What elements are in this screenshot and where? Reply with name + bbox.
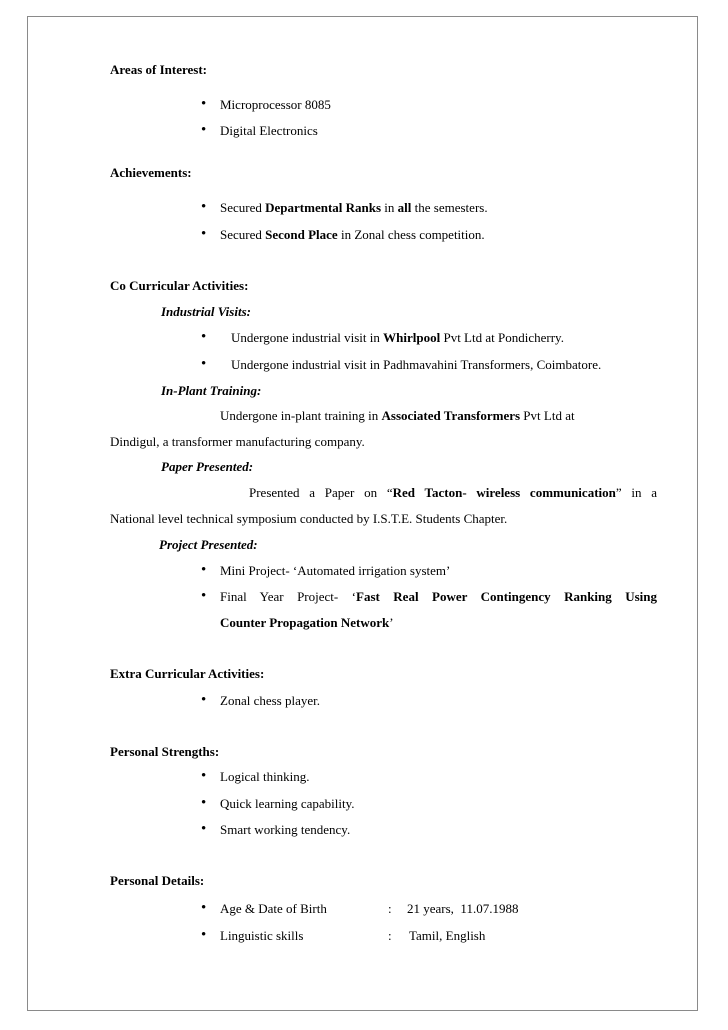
bullet-icon: •	[201, 588, 207, 604]
text: Undergone industrial visit in	[231, 330, 384, 345]
project-item-continued	[220, 615, 394, 631]
bullet-icon: •	[201, 199, 207, 215]
text: Pvt Ltd at	[520, 408, 575, 423]
text: ’	[389, 615, 394, 630]
bullet-icon: •	[201, 821, 207, 837]
industrial-visit-item	[231, 330, 564, 346]
personal-strengths-heading: Personal Strengths:	[110, 744, 220, 759]
bullet-icon: •	[201, 226, 207, 242]
achievement-item	[220, 227, 485, 243]
extra-curricular-heading: Extra Curricular Activities:	[110, 666, 265, 681]
interest-item: Microprocessor 8085	[220, 97, 331, 112]
bullet-icon: •	[201, 768, 207, 784]
text: ” in a	[615, 485, 657, 500]
in-plant-training-heading: In-Plant Training:	[161, 383, 262, 398]
emphasis: Associated Transformers	[381, 408, 521, 423]
emphasis: Whirlpool	[383, 330, 441, 345]
strength-item: Smart working tendency.	[220, 822, 351, 837]
detail-label: Age & Date of Birth	[220, 901, 327, 916]
extra-curricular-item: Zonal chess player.	[220, 693, 320, 708]
detail-value: Tamil, English	[409, 928, 486, 943]
bullet-icon: •	[201, 795, 207, 811]
co-curricular-heading: Co Curricular Activities:	[110, 278, 249, 293]
bullet-icon: •	[201, 562, 207, 578]
emphasis: Fast Real Power Contingency Ranking Using	[356, 589, 657, 604]
detail-separator: :	[388, 901, 392, 916]
paper-presented-line: National level technical symposium conducted by I.S.T.E. Students Chapter.	[110, 511, 508, 526]
text: Undergone in-plant training in	[220, 408, 382, 423]
achievements-heading: Achievements:	[110, 165, 192, 180]
paper-presented-line	[249, 485, 657, 501]
emphasis: Departmental Ranks	[265, 200, 382, 215]
in-plant-training-line	[220, 408, 575, 424]
emphasis: Red Tacton- wireless communication	[392, 485, 616, 500]
paper-presented-heading: Paper Presented:	[161, 459, 254, 474]
industrial-visit-item: Undergone industrial visit in Padhmavahini Transformers, Coimbatore.	[231, 357, 602, 372]
project-presented-heading: Project Presented:	[159, 537, 258, 552]
strength-item: Logical thinking.	[220, 769, 310, 784]
detail-value: 21 years, 11.07.1988	[407, 901, 519, 916]
in-plant-training-line: Dindigul, a transformer manufacturing company.	[110, 434, 365, 449]
text: in Zonal chess competition.	[337, 227, 485, 242]
emphasis: Counter Propagation Network	[220, 615, 390, 630]
bullet-icon: •	[201, 900, 207, 916]
personal-details-heading: Personal Details:	[110, 873, 205, 888]
text: the semesters.	[411, 200, 488, 215]
text: Pvt Ltd at Pondicherry.	[440, 330, 564, 345]
bullet-icon: •	[201, 356, 207, 372]
achievement-item	[220, 200, 488, 216]
project-item: Mini Project- ‘Automated irrigation system’	[220, 563, 451, 578]
project-item	[220, 589, 657, 605]
bullet-icon: •	[201, 692, 207, 708]
bullet-icon: •	[201, 96, 207, 112]
text: Final Year Project- ‘	[220, 589, 357, 604]
text: Presented a Paper on “	[249, 485, 393, 500]
bullet-icon: •	[201, 927, 207, 943]
interest-item: Digital Electronics	[220, 123, 318, 138]
detail-separator: :	[388, 928, 392, 943]
text: in	[381, 200, 398, 215]
emphasis: Second Place	[265, 227, 338, 242]
emphasis: all	[397, 200, 412, 215]
detail-label: Linguistic skills	[220, 928, 304, 943]
bullet-icon: •	[201, 329, 207, 345]
strength-item: Quick learning capability.	[220, 796, 355, 811]
industrial-visits-heading: Industrial Visits:	[161, 304, 251, 319]
bullet-icon: •	[201, 122, 207, 138]
text: Secured	[220, 200, 266, 215]
areas-of-interest-heading: Areas of Interest:	[110, 62, 207, 77]
text: Secured	[220, 227, 266, 242]
